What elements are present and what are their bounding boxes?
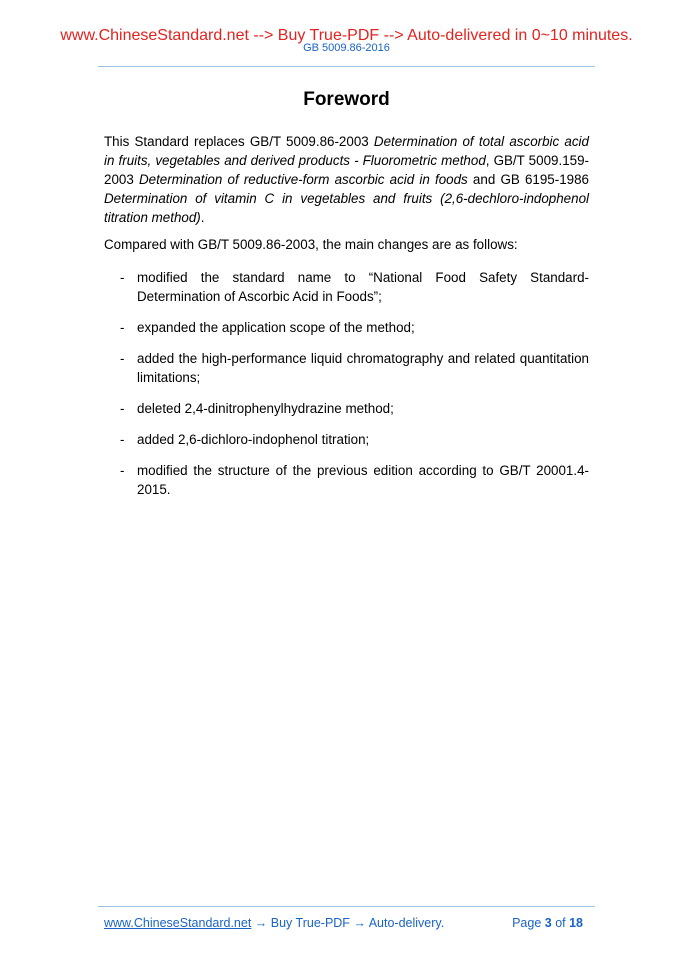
page-counter — [512, 915, 583, 931]
list-bullet: - — [120, 463, 125, 478]
list-item — [120, 318, 589, 337]
para1-text-4: . — [200, 210, 205, 225]
list-bullet: - — [120, 320, 125, 335]
page-total: 18 — [569, 916, 583, 930]
footer-site-link[interactable]: www.ChineseStandard.net — [104, 916, 252, 930]
footer-text: → Buy True-PDF → Auto-delivery. — [251, 916, 445, 930]
top-banner[interactable]: www.ChineseStandard.net --> Buy True-PDF --> Auto-delivered in 0~10 minutes. — [60, 27, 633, 44]
list-bullet: - — [120, 270, 125, 285]
page-title: Foreword — [303, 89, 390, 110]
list-item — [120, 399, 589, 418]
para1-italic-3: Determination of vitamin C in vegetables and fruits (2,6-dechloro-indophenol titration method) — [104, 191, 589, 225]
footer-divider — [98, 906, 595, 907]
para1-italic-2: Determination of reductive-form ascorbic acid in foods — [138, 172, 468, 187]
para1-text-3: and GB 6195-1986 — [467, 172, 590, 187]
of-label: of — [551, 916, 570, 930]
list-bullet: - — [120, 351, 125, 366]
changes-list — [120, 268, 589, 511]
list-item-text: modified the standard name to “National Food Safety Standard-Determination of Ascorbic Acid in Foods”; — [137, 270, 589, 304]
list-item-text: expanded the application scope of the method; — [137, 320, 415, 335]
list-item-text: added the high-performance liquid chromatography and related quantitation limitations; — [137, 351, 589, 385]
header-divider — [98, 66, 595, 67]
page-footer — [104, 915, 589, 931]
standard-code: GB 5009.86-2016 — [303, 42, 390, 54]
replacement-paragraph — [104, 132, 589, 227]
list-item-text: added 2,6-dichloro-indophenol titration; — [137, 432, 370, 447]
page-label: Page — [512, 916, 545, 930]
para1-text-1: This Standard replaces GB/T 5009.86-2003 — [104, 134, 374, 149]
list-item-text: modified the structure of the previous edition according to GB/T 20001.4-2015. — [137, 463, 589, 497]
para1-text-2: , GB/T 5009.159-2003 — [104, 153, 589, 187]
changes-intro-paragraph: Compared with GB/T 5009.86-2003, the main changes are as follows: — [104, 237, 518, 252]
list-bullet: - — [120, 432, 125, 447]
list-item — [120, 268, 589, 306]
list-item — [120, 461, 589, 499]
para1-italic-1: Determination of total ascorbic acid in fruits, vegetables and derived products - Fluorometric method — [104, 134, 589, 168]
list-item-text: deleted 2,4-dinitrophenylhydrazine method; — [137, 401, 394, 416]
list-item — [120, 349, 589, 387]
list-item — [120, 430, 589, 449]
list-bullet: - — [120, 401, 125, 416]
page-number: 3 — [544, 916, 552, 930]
